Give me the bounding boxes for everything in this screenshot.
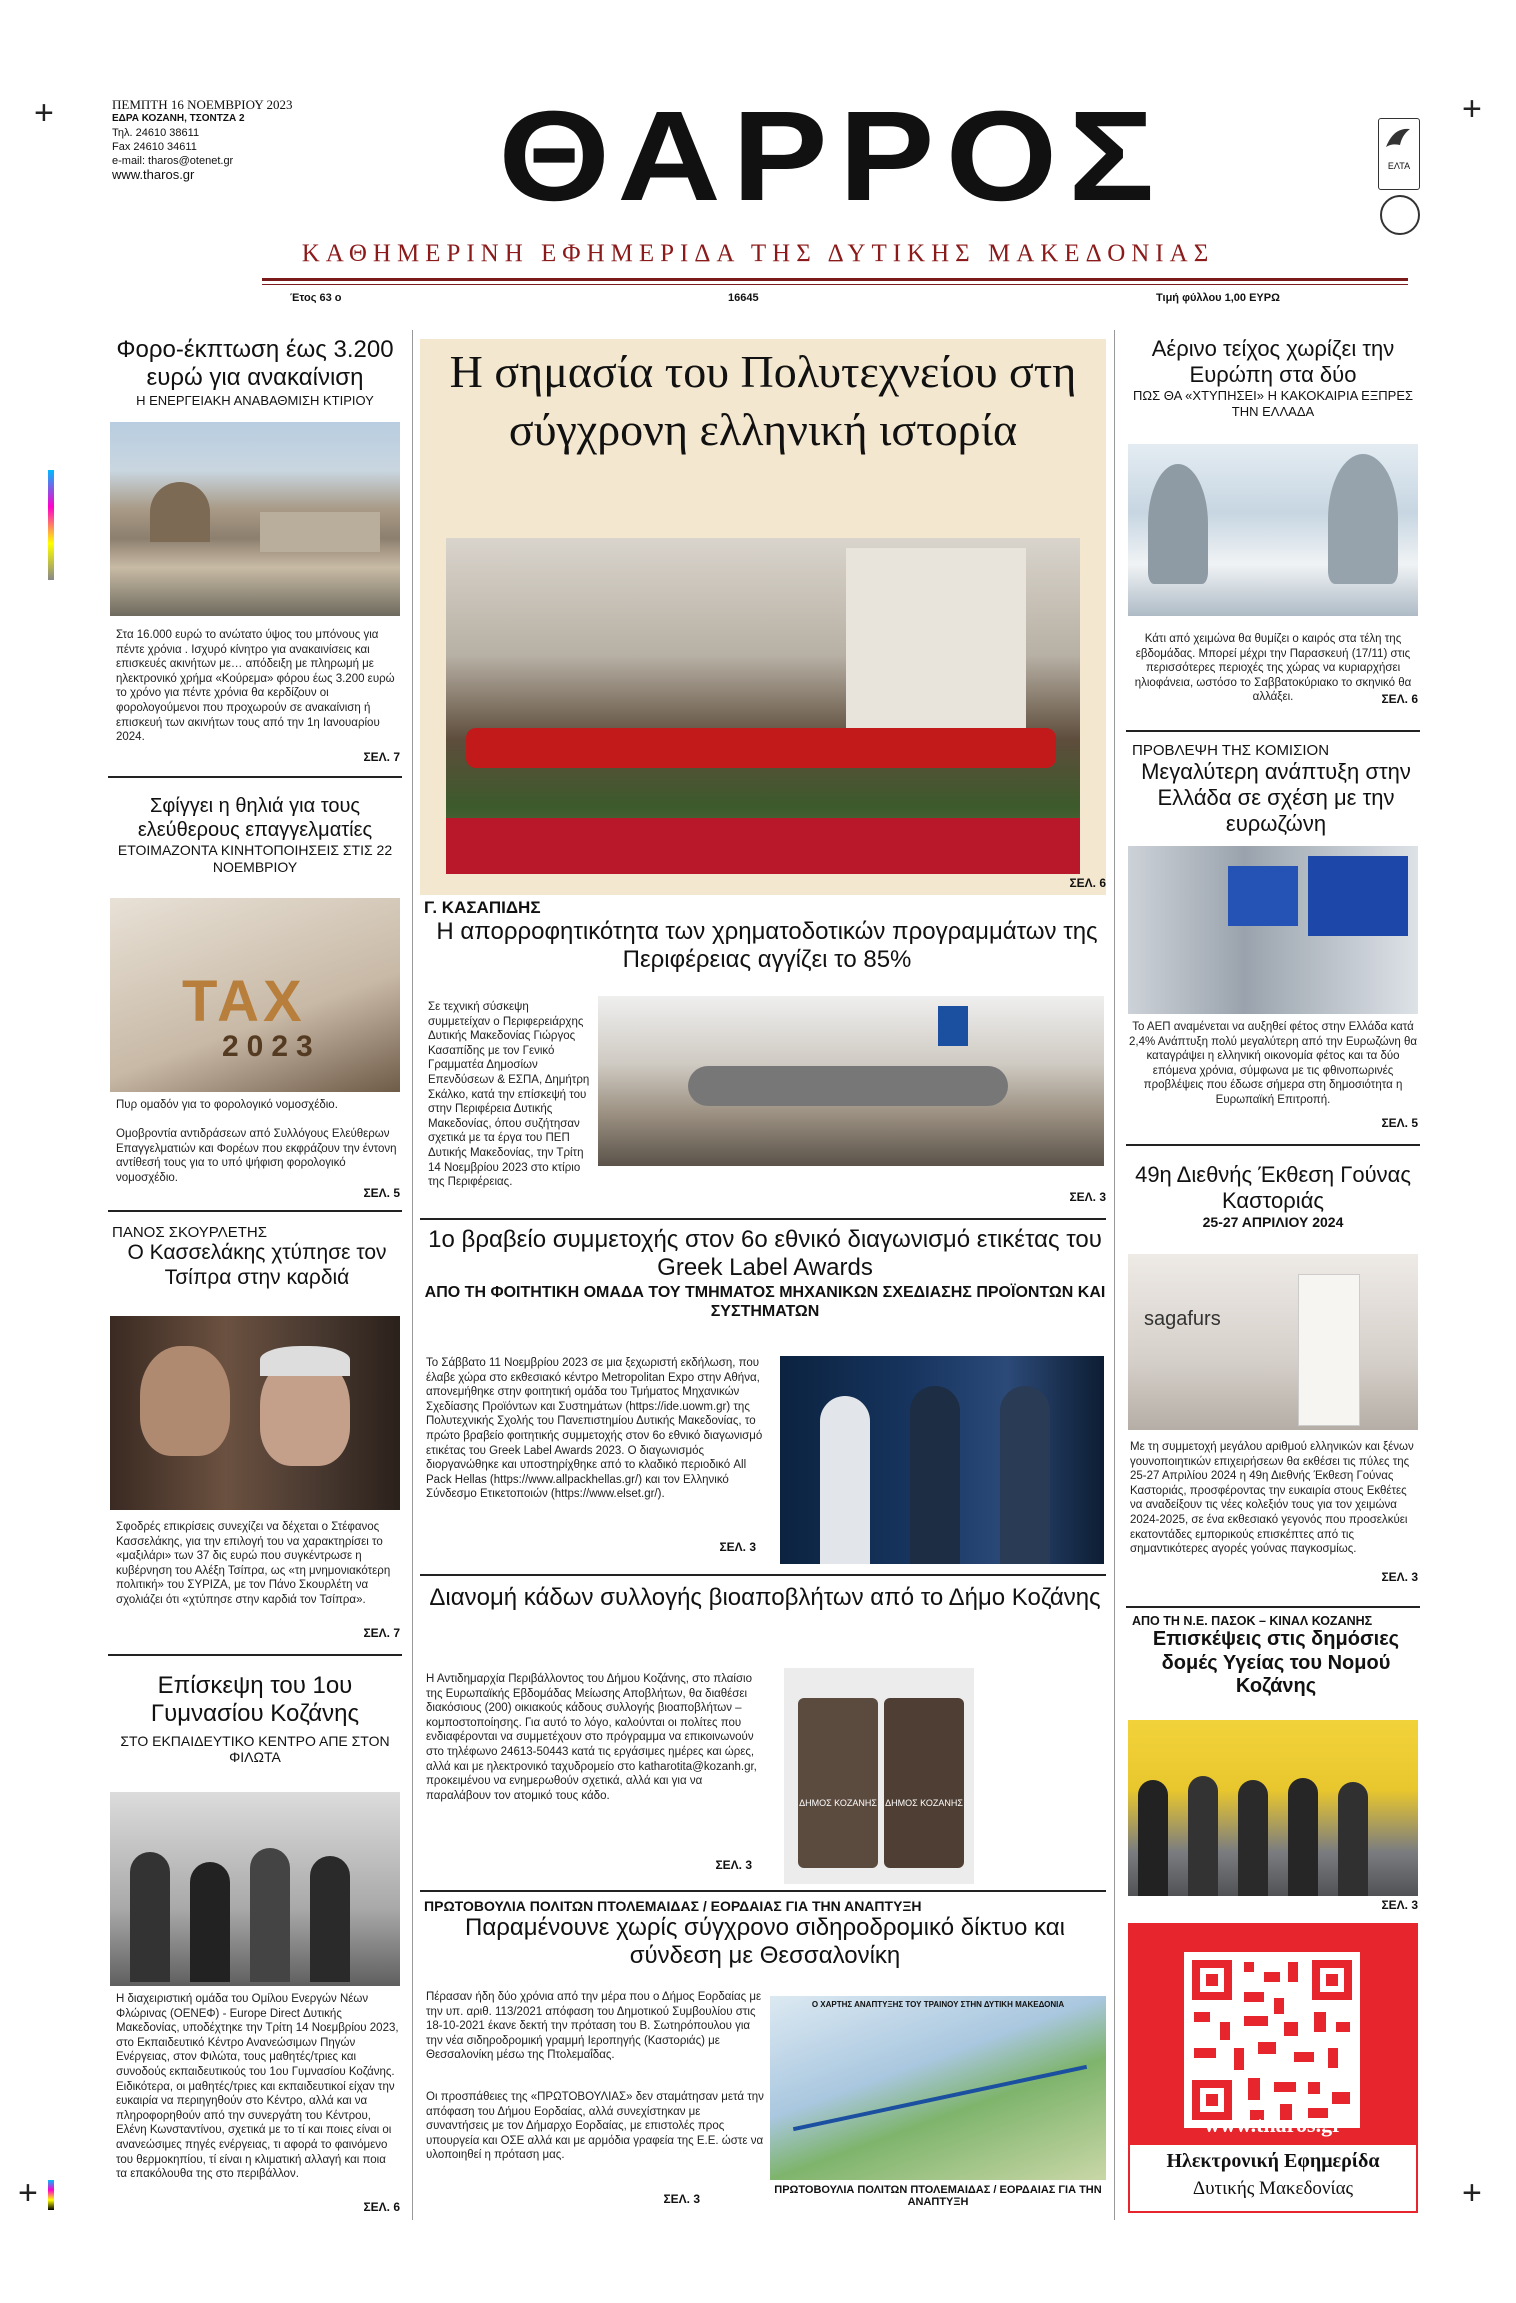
- year: Έτος 63 ο: [290, 292, 342, 304]
- page-ref[interactable]: ΣΕΛ. 5: [363, 1186, 400, 1200]
- headline[interactable]: Αέρινο τείχος χωρίζει την Ευρώπη στα δύο: [1151, 336, 1395, 387]
- fur-fair-photo: sagafurs: [1128, 1254, 1418, 1430]
- feature-headline[interactable]: Η σημασία του Πολυτεχνείου στη σύγχρονη ελληνική ιστορία: [449, 346, 1077, 455]
- address: ΕΔΡΑ ΚΟΖΑΝΗ, ΤΣΟΝΤΖΑ 2: [112, 113, 245, 124]
- article-body: Η Αντιδημαρχία Περιβάλλοντος του Δήμου Κοζάνης, στο πλαίσιο της Ευρωπαϊκής Εβδομάδας Μείωσης Αποβλήτων, θα διαθέσει διακόσιους (200) οικιακούς κάδους συλλογής βιοαποβλήτων – κομποστοποίησης. Για αυτό το λόγο, καλούνται οι πολίτες που ενδιαφέρονται να συμμετέχουν στο πρόγραμμα να επικοινωνούν στο τηλέφωνο 24613-50443 κατά τις εργάσιμες ημέρες και ώρες, αλλά και με ηλεκτρονικό ταχυδρομείο στο katharotita@kozanh.gr, προκειμένου να ενημερωθούν σχετικά, αλλά και για να παραλάβουν τον ατομικό τους κάδο.: [426, 1673, 757, 1802]
- city-photo: [110, 422, 400, 616]
- website[interactable]: www.tharos.gr: [112, 167, 195, 182]
- page-ref[interactable]: ΣΕΛ. 7: [363, 750, 400, 764]
- separator: [108, 1210, 402, 1212]
- separator: [1126, 1606, 1420, 1608]
- article-body: Με τη συμμετοχή μεγάλου αριθμού ελληνικών και ξένων γουνοποιητικών επιχειρήσεων θα εκθέσει τις πύλες της 25-27 Απριλίου 2024 η 49η Διεθνής Έκθεση Γούνας Καστοριάς, προσφέροντας την ευκαιρία στους Εκθέτες να αναδείξουν τις νέες κολεξιόν τους για τον χειμώνα 2024-2025, σε ένα εκθεσιακό γεγονός που προσελκύει εκατοντάδες εμπορικούς επισκέπτες από τις σημαντικότερες αγορές γούνας παγκοσμίως.: [1130, 1441, 1414, 1556]
- kicker: Γ. ΚΑΣΑΠΙΔΗΣ: [424, 898, 541, 917]
- article-tax-renovation[interactable]: [108, 336, 402, 408]
- headline[interactable]: Παραμένουνε χωρίς σύγχρονο σιδηροδρομικό δίκτυο και σύνδεση με Θεσσαλονίκη: [465, 1914, 1065, 1970]
- tagline: ΚΑΘΗΜΕΡΙΝΗ ΕΦΗΜΕΡΙΔΑ ΤΗΣ ΔΥΤΙΚΗΣ ΜΑΚΕΔΟΝΙΑΣ: [301, 240, 1215, 267]
- headline[interactable]: Διανομή κάδων συλλογής βιοαποβλήτων από το Δήμο Κοζάνης: [429, 1584, 1101, 1611]
- kicker: Η ΕΝΕΡΓΕΙΑΚΗ ΑΝΑΒΑΘΜΙΣΗ ΚΤΙΡΙΟΥ: [136, 392, 374, 408]
- color-bar: [48, 470, 54, 580]
- kicker: ΠΑΝΟΣ ΣΚΟΥΡΛΕΤΗΣ: [112, 1224, 267, 1241]
- page-ref[interactable]: ΣΕΛ. 3: [1381, 1898, 1418, 1912]
- article-freelancers[interactable]: [108, 795, 402, 876]
- article-kasselakis[interactable]: [112, 1224, 402, 1291]
- header-info: [112, 98, 302, 182]
- page-ref[interactable]: ΣΕΛ. 3: [1381, 1570, 1418, 1584]
- article-body: Πέρασαν ήδη δύο χρόνια από την μέρα που ο Δήμος Εορδαίας με την υπ. αριθ. 113/2021 απόφαση του Δημοτικού Συμβουλίου στις 18-10-2021 έκανε δεκτή την πρόταση του Β. Σωτηρόπουλου για την νέα σιδηροδρομική γραμμή Ιεροπηγής (Καστοριάς) με Θεσσαλονίκη μέσω της Πτολεμαΐδας.: [426, 1991, 762, 2062]
- memorial-photo: [446, 538, 1080, 874]
- article-label-awards[interactable]: [424, 1226, 1106, 1321]
- separator: [420, 1890, 1106, 1892]
- headline[interactable]: 1ο βραβείο συμμετοχής στον 6ο εθνικό διαγωνισμό ετικέτας του Greek Label Awards: [428, 1226, 1102, 1282]
- railway-map: Ο ΧΑΡΤΗΣ ΑΝΑΠΤΥΞΗΣ ΤΟΥ ΤΡΑΙΝΟΥ ΣΤΗΝ ΔΥΤΙΚΗ ΜΑΚΕΔΟΝΙΑ: [770, 1996, 1106, 2180]
- subhead: 25-27 ΑΠΡΙΛΙΟΥ 2024: [1202, 1213, 1344, 1230]
- fax: Fax 24610 34611: [112, 141, 197, 153]
- date: ΠΕΜΠΤΗ 16 ΝΟΕΜΒΡΙΟΥ 2023: [112, 97, 293, 112]
- subhead: ΕΤΟΙΜΑΖΟΝΤΑ ΚΙΝΗΤΟΠΟΙΗΣΕΙΣ ΣΤΙΣ 22 ΝΟΕΜΒΡΙΟΥ: [117, 842, 393, 875]
- article-fur-fair[interactable]: [1126, 1162, 1420, 1231]
- separator: [1126, 1144, 1420, 1146]
- article-health-visits[interactable]: [1132, 1614, 1420, 1699]
- elta-logo: ΕΛΤΑ: [1378, 118, 1420, 190]
- subhead: ΑΠΟ ΤΗ ΦΟΙΤΗΤΙΚΗ ΟΜΑΔΑ ΤΟΥ ΤΜΗΜΑΤΟΣ ΜΗΧΑΝΙΚΩΝ ΣΧΕΔΙΑΣΗΣ ΠΡΟΪΟΝΤΩΝ ΚΑΙ ΣΥΣΤΗΜΑΤΩΝ: [424, 1283, 1106, 1320]
- eu-flags-photo: [1128, 846, 1418, 1014]
- page-ref[interactable]: ΣΕΛ. 3: [715, 1858, 752, 1872]
- separator: [420, 1574, 1106, 1576]
- price: Τιμή φύλλου 1,00 ΕΥΡΩ: [1156, 292, 1280, 304]
- seal-icon: [1380, 195, 1420, 235]
- article-body: Σε τεχνική σύσκεψη συμμετείχαν ο Περιφερειάρχης Δυτικής Μακεδονίας Γιώργος Κασαπίδης με τον Γενικό Γραμματέα Δημοσίων Επενδύσεων & ΕΣΠΑ, Δημήτρη Σκάλκο, κατά την επίσκεψή του στην Περιφέρεια Δυτικής Μακεδονίας, όπου συζήτησαν σχετικά με τα έργα του ΠΕΠ Δυτικής Μακεδονίας, την Τρίτη 14 Νοεμβρίου 2023 στο κτίριο της Περιφέρειας.: [428, 1001, 590, 1189]
- headline[interactable]: 49η Διεθνής Έκθεση Γούνας Καστοριάς: [1135, 1162, 1411, 1213]
- article-growth[interactable]: [1132, 742, 1420, 837]
- headline[interactable]: Επισκέψεις στις δημόσιες δομές Υγείας του Νομού Κοζάνης: [1152, 1628, 1400, 1698]
- column-divider: [1114, 330, 1115, 2220]
- page-ref[interactable]: ΣΕΛ. 6: [1381, 692, 1418, 706]
- ad-line-1: Ηλεκτρονική Εφημερίδα: [1166, 2150, 1380, 2172]
- article-body: Πυρ ομαδόν για το φορολογικό νομοσχέδιο.: [116, 1099, 338, 1111]
- politicians-photo: [110, 1316, 400, 1510]
- page-ref[interactable]: ΣΕΛ. 5: [1381, 1116, 1418, 1130]
- separator: [1126, 730, 1420, 732]
- article-body: Ομοβροντία αντιδράσεων από Συλλόγους Ελεύθερων Επαγγελματιών και Φορέων που εκφράζουν την έντονη αντίθεσή τους για το υπό ψήφιση φορολογικό νομοσχέδιο.: [116, 1128, 397, 1184]
- qr-code-icon[interactable]: [1184, 1952, 1360, 2128]
- page-ref[interactable]: ΣΕΛ. 3: [719, 1540, 756, 1554]
- headline[interactable]: Μεγαλύτερη ανάπτυξη στην Ελλάδα σε σχέση με την ευρωζώνη: [1141, 759, 1411, 836]
- subhead: ΠΩΣ ΘΑ «ΧΤΥΠΗΣΕΙ» Η ΚΑΚΟΚΑΙΡΙΑ ΕΞΠΡΕΣ ΤΗΝ ΕΛΛΑΔΑ: [1132, 387, 1414, 419]
- map-caption: ΠΡΩΤΟΒΟΥΛΙΑ ΠΟΛΙΤΩΝ ΠΤΟΛΕΜΑΙΔΑΣ / ΕΟΡΔΑΙΑΣ ΓΙΑ ΤΗΝ ΑΝΑΠΤΥΞΗ: [774, 2184, 1102, 2208]
- crop-mark-icon: +: [34, 94, 54, 132]
- article-body: Στα 16.000 ευρώ το ανώτατο ύψος του μπόνους για πέντε χρόνια . Ισχυρό κίνητρο για ανακαινίσεις και επισκευές ακινήτων με… απόδειξη με πληρωμή με ηλεκτρονικό χρήμα «Κούρεμα» φόρου έως 3.200 ευρώ το χρόνο για πέντε χρόνια θα κερδίζουν οι φορολογούμενοι που προχωρούν σε ανακαίνιση ή επισκευή των ακινήτων τους από την 1η Ιανουαρίου 2024.: [116, 629, 395, 744]
- headline[interactable]: Επίσκεψη του 1ου Γυμνασίου Κοζάνης: [150, 1672, 360, 1728]
- article-body: Σφοδρές επικρίσεις συνεχίζει να δέχεται ο Στέφανος Κασσελάκης, για την επιλογή του να χαρακτηρίσει το «μαξιλάρι» των 37 δις ευρώ που συγκέντρωσε η κυβέρνηση του Αλέξη Τσίπρα, ως «τη μνημονιακότερη πολιτική» του ΣΥΡΙΖΑ, με τον Πάνο Σκουρλέτη να σχολιάζει ότι «χτύπησε στην καρδιά τον Τσίπρα».: [116, 1521, 391, 1606]
- masthead: ΘΑΡΡΟΣ: [498, 85, 1166, 228]
- article-body: Οι προσπάθειες της «ΠΡΩΤΟΒΟΥΛΙΑΣ» δεν σταμάτησαν μετά την απόφαση του Δήμου Εορδαίας, αλλά συνεχίστηκαν με συναντήσεις με τον Δήμαρχο Εορδαίας, με επιστολές προς υπουργεία και ΟΣΕ αλλά και με αρμόδια γραφεία της Ε.Ε. ώστε να υλοποιηθεί η πρόταση μας.: [426, 2091, 764, 2162]
- crop-mark-icon: +: [1462, 2174, 1482, 2212]
- article-body: Κάτι από χειμώνα θα θυμίζει ο καιρός στα τέλη της εβδομάδας. Μπορεί μέχρι την Παρασκευή (17/11) στις περισσότερες περιοχές της χώρας να κυριαρχήσει ηλιοφάνεια, ωστόσο το Σαββατοκύριακο το σκηνικό θα αλλάξει.: [1134, 633, 1412, 704]
- headline[interactable]: Ο Κασσελάκης χτύπησε τον Τσίπρα στην καρδιά: [127, 1241, 387, 1289]
- page-ref[interactable]: ΣΕΛ. 3: [1069, 1190, 1106, 1204]
- ad-url[interactable]: www.tharos.gr: [1204, 2112, 1342, 2137]
- kicker: ΠΡΟΒΛΕΨΗ ΤΗΣ ΚΟΜΙΣΙΟΝ: [1132, 742, 1330, 759]
- headline[interactable]: Η απορροφητικότητα των χρηματοδοτικών προγραμμάτων της Περιφέρειας αγγίζει το 85%: [436, 918, 1098, 974]
- page-ref[interactable]: ΣΕΛ. 3: [663, 2192, 700, 2206]
- crop-mark-icon: +: [18, 2174, 38, 2212]
- kicker: ΑΠΟ ΤΗ Ν.Ε. ΠΑΣΟΚ – ΚΙΝΑΛ ΚΟΖΑΝΗΣ: [1132, 1614, 1373, 1628]
- article-body: Η διαχειριστική ομάδα του Ομίλου Ενεργών Νέων Φλώρινας (ΟΕΝΕΦ) - Europe Direct Δυτικής Μακεδονίας, υποδέχτηκε την Τρίτη 14 Νοεμβρίου 2023, στο Εκπαιδευτικό Κέντρο Ανανεώσιμων Πηγών Ενέργειας, στον Φιλώτα, τους μαθητές/τριες και συνοδούς εκπαιδευτικούς του 1ου Γυμνασίου Κοζάνης. Ειδικότερα, οι μαθητές/τριες και εκπαιδευτικοί είχαν την ευκαιρία να περιηγηθούν στο Κέντρο, αλλά και να πληροφορηθούν από την συνεργάτη του Κέντρου, Ελένη Κωνσταντίνου, σχετικά με το τί και ποιες είναι οι ανανεώσιμες πηγές ενέργειας, τι αφορά το φαινόμενο του θερμοκηπίου, τί είναι η κλιματική αλλαγή και ποια τα επακόλουθα της στο περιβάλλον.: [116, 1993, 399, 2181]
- subhead: ΣΤΟ ΕΚΠΑΙΔΕΥΤΙΚΟ ΚΕΝΤΡΟ ΑΠΕ ΣΤΟΝ ΦΙΛΩΤΑ: [120, 1732, 390, 1766]
- page-ref[interactable]: ΣΕΛ. 7: [363, 1626, 400, 1640]
- article-weather[interactable]: [1126, 336, 1420, 419]
- page-ref[interactable]: ΣΕΛ. 6: [1069, 876, 1106, 890]
- page-ref[interactable]: ΣΕΛ. 6: [363, 2200, 400, 2214]
- bins-photo: ΔΗΜΟΣ ΚΟΖΑΝΗΣ ΔΗΜΟΣ ΚΟΖΑΝΗΣ: [784, 1668, 974, 1884]
- kicker: ΠΡΩΤΟΒΟΥΛΙΑ ΠΟΛΙΤΩΝ ΠΤΟΛΕΜΑΙΔΑΣ / ΕΟΡΔΑΙΑΣ ΓΙΑ ΤΗΝ ΑΝΑΠΤΥΞΗ: [424, 1898, 922, 1914]
- article-bio-bins[interactable]: [424, 1584, 1106, 1612]
- article-body: Το Σάββατο 11 Νοεμβρίου 2023 σε μια ξεχωριστή εκδήλωση, που έλαβε χώρα στο εκθεσιακό κέντρο Metropolitan Expo στην Αθήνα, απονεμήθηκε στην φοιτητική ομάδα του Τμήματος Μηχανικών Σχεδίασης Προϊόντων και Συστημάτων (https://ide.uowm.gr) της Πολυτεχνικής Σχολής του Πανεπιστημίου Δυτικής Μακεδονίας, το πρώτο βραβείο φοιτητικής συμμετοχής στον 6ο εθνικό διαγωνισμό ετικέτας του Greek Label Awards 2023. Ο διαγωνισμός διοργανώθηκε και υποστηρίχθηκε από το κλαδικό περιοδικό All Pack Hellas (https://www.allpackhellas.gr/) και τον Ελληνικό Σύνδεσμο Ετικετοποιών (https://www.elset.gr/).: [426, 1357, 763, 1501]
- snow-photo: [1128, 444, 1418, 616]
- article-funding[interactable]: [424, 898, 1110, 975]
- header-rule: [262, 284, 1408, 285]
- separator: [108, 776, 402, 778]
- separator: [420, 1218, 1106, 1220]
- meeting-photo: [598, 996, 1104, 1166]
- color-bar: [48, 2180, 54, 2210]
- header-rule: [262, 278, 1408, 281]
- tax-photo: TAX 2023: [110, 898, 400, 1092]
- article-school-visit[interactable]: [108, 1672, 402, 1766]
- headline[interactable]: Σφίγγει η θηλιά για τους ελεύθερους επαγγελματίες: [137, 795, 373, 841]
- column-divider: [412, 330, 413, 2220]
- ad-line-2: Δυτικής Μακεδονίας: [1192, 2178, 1354, 2199]
- phone: Τηλ. 24610 38611: [112, 127, 200, 139]
- crop-mark-icon: +: [1462, 90, 1482, 128]
- ambulance-photo: [1128, 1720, 1418, 1896]
- article-body: Το ΑΕΠ αναμένεται να αυξηθεί φέτος στην Ελλάδα κατά 2,4% Ανάπτυξη πολύ μεγαλύτερη από την Ευρωζώνη θα καταγράψει η ελληνική οικονομία φέτος και τα δύο επόμενα χρόνια, σύμφωνα με τις φθινοπωρινές προβλέψεις που έδωσε σήμερα στη δημοσιότητα η Ευρωπαϊκή Επιτροπή.: [1129, 1021, 1417, 1106]
- award-photo: [780, 1356, 1104, 1564]
- headline[interactable]: Φορο-έκπτωση έως 3.200 ευρώ για ανακαίνιση: [116, 336, 394, 392]
- issue-number: 16645: [728, 292, 759, 304]
- email: e-mail: tharos@otenet.gr: [112, 155, 234, 167]
- separator: [108, 1654, 402, 1656]
- article-railway[interactable]: [424, 1898, 1106, 1971]
- bird-icon: [1380, 119, 1418, 159]
- students-photo: [110, 1792, 400, 1986]
